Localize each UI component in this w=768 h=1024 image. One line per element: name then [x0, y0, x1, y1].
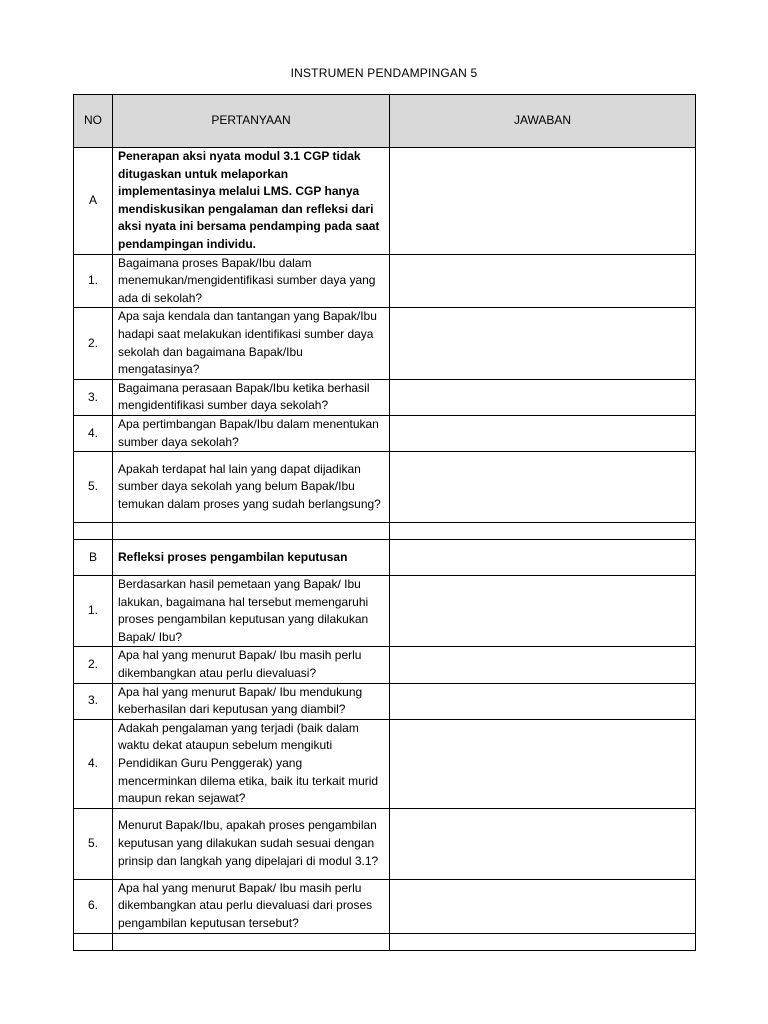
empty-cell: [74, 933, 113, 950]
table-row: [74, 452, 696, 523]
answer-cell[interactable]: [390, 148, 696, 255]
row-no: 5.: [74, 452, 113, 523]
question-text: Berdasarkan hasil pemetaan yang Bapak/ Ibu lakukan, bagaimana hal tersebut memengaruhi proses pengambilan keputusan yang dilakukan Bapak/ Ibu?: [113, 576, 390, 647]
question-text: Adakah pengalaman yang terjadi (baik dalam waktu dekat ataupun sebelum mengikuti Pendidikan Guru Penggerak) yang mencerminkan dilema etika, baik itu terkait murid maupun rekan sejawat?: [113, 719, 390, 808]
row-no: 4.: [74, 415, 113, 451]
answer-cell[interactable]: [390, 308, 696, 379]
section-a-text: Penerapan aksi nyata modul 3.1 CGP tidak ditugaskan untuk melaporkan implementasinya melalui LMS. CGP hanya mendiskusikan pengalaman dan refleksi dari aksi nyata ini bersama pendamping pada saat pendampingan individu.: [113, 148, 390, 255]
document-title: INSTRUMEN PENDAMPINGAN 5: [290, 66, 478, 80]
section-b-row: [74, 540, 696, 576]
question-text: Apa pertimbangan Bapak/Ibu dalam menentukan sumber daya sekolah?: [113, 415, 390, 451]
empty-cell: [74, 523, 113, 540]
section-b-text: Refleksi proses pengambilan keputusan: [113, 540, 390, 576]
row-no: 3.: [74, 683, 113, 719]
section-b-no: B: [74, 540, 113, 576]
header-question: PERTANYAAN: [113, 95, 390, 148]
question-text: Apakah terdapat hal lain yang dapat dijadikan sumber daya sekolah yang belum Bapak/Ibu temukan dalam proses yang sudah berlangsung?: [113, 452, 390, 523]
row-no: 4.: [74, 719, 113, 808]
answer-cell[interactable]: [390, 933, 696, 950]
answer-cell[interactable]: [390, 879, 696, 933]
table-row: [74, 308, 696, 379]
table-row: [74, 879, 696, 933]
answer-cell[interactable]: [390, 379, 696, 415]
spacer-row: [74, 523, 696, 540]
answer-cell[interactable]: [390, 683, 696, 719]
answer-cell[interactable]: [390, 415, 696, 451]
answer-cell[interactable]: [390, 254, 696, 308]
table-row: [74, 808, 696, 879]
spacer-row: [74, 933, 696, 950]
table-header-row: [74, 95, 696, 148]
row-no: 1.: [74, 254, 113, 308]
table-row: [74, 379, 696, 415]
table-row: [74, 719, 696, 808]
question-text: Apa hal yang menurut Bapak/ Ibu masih perlu dikembangkan atau perlu dievaluasi?: [113, 647, 390, 683]
row-no: 5.: [74, 808, 113, 879]
answer-cell[interactable]: [390, 452, 696, 523]
table-row: [74, 683, 696, 719]
question-text: Bagaimana perasaan Bapak/Ibu ketika berhasil mengidentifikasi sumber daya sekolah?: [113, 379, 390, 415]
instrument-table: [73, 94, 696, 951]
table-row: [74, 576, 696, 647]
table-row: [74, 647, 696, 683]
table-row: [74, 415, 696, 451]
row-no: 6.: [74, 879, 113, 933]
question-text: Apa saja kendala dan tantangan yang Bapak/Ibu hadapi saat melakukan identifikasi sumber daya sekolah dan bagaimana Bapak/Ibu mengatasinya?: [113, 308, 390, 379]
question-text: Apa hal yang menurut Bapak/ Ibu masih perlu dikembangkan atau perlu dievaluasi dari proses pengambilan keputusan tersebut?: [113, 879, 390, 933]
header-answer: JAWABAN: [390, 95, 696, 148]
answer-cell[interactable]: [390, 719, 696, 808]
row-no: 2.: [74, 308, 113, 379]
empty-cell: [113, 523, 390, 540]
row-no: 3.: [74, 379, 113, 415]
question-text: Menurut Bapak/Ibu, apakah proses pengambilan keputusan yang dilakukan sudah sesuai dengan prinsip dan langkah yang dipelajari di modul 3.1?: [113, 808, 390, 879]
section-a-no: A: [74, 148, 113, 255]
empty-cell: [113, 933, 390, 950]
question-text: Bagaimana proses Bapak/Ibu dalam menemukan/mengidentifikasi sumber daya yang ada di sekolah?: [113, 254, 390, 308]
answer-cell[interactable]: [390, 540, 696, 576]
table-row: [74, 254, 696, 308]
row-no: 2.: [74, 647, 113, 683]
row-no: 1.: [74, 576, 113, 647]
section-a-row: [74, 148, 696, 255]
answer-cell[interactable]: [390, 523, 696, 540]
answer-cell[interactable]: [390, 576, 696, 647]
answer-cell[interactable]: [390, 808, 696, 879]
answer-cell[interactable]: [390, 647, 696, 683]
question-text: Apa hal yang menurut Bapak/ Ibu mendukung keberhasilan dari keputusan yang diambil?: [113, 683, 390, 719]
header-no: NO: [74, 95, 113, 148]
